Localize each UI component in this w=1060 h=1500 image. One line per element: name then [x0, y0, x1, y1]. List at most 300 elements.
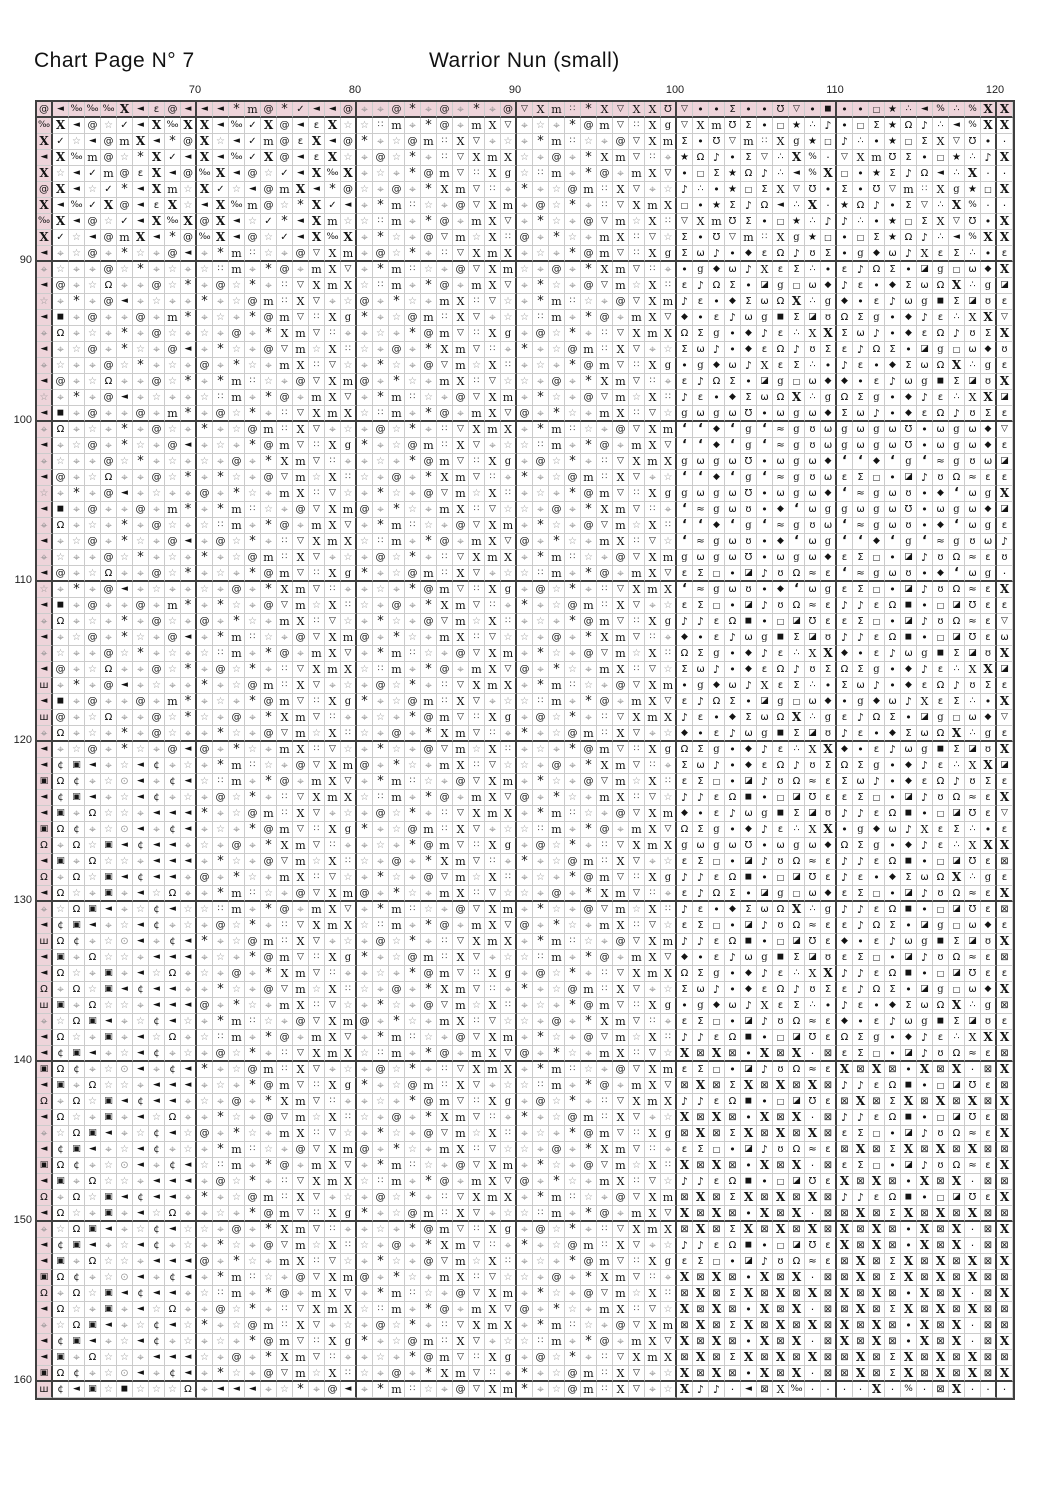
stitch-cell: m	[597, 870, 613, 886]
stitch-cell: □	[821, 230, 837, 246]
stitch-cell: m	[389, 118, 405, 134]
stitch-cell: ⌖	[293, 902, 309, 918]
stitch-cell: ▽	[997, 614, 1013, 630]
stitch-cell: ∷	[629, 406, 645, 422]
stitch-cell: m	[549, 566, 565, 582]
stitch-cell: ⌖	[293, 774, 309, 790]
stitch-cell: ∷	[629, 1174, 645, 1190]
stitch-cell: Ʊ	[741, 406, 757, 422]
stitch-cell: ∷	[309, 998, 325, 1014]
stitch-cell: Χ	[645, 1078, 661, 1094]
stitch-cell: ⊠	[821, 1270, 837, 1286]
stitch-cell: X	[997, 1366, 1013, 1382]
stitch-cell: @	[261, 1366, 277, 1382]
stitch-cell: ♪	[757, 1062, 773, 1078]
stitch-cell: Ω	[949, 950, 965, 966]
stitch-cell: X	[757, 1206, 773, 1222]
stitch-cell: X	[677, 1206, 693, 1222]
stitch-cell: Χ	[613, 1110, 629, 1126]
stitch-cell: ▣	[53, 1174, 69, 1190]
stitch-cell: ☆	[629, 278, 645, 294]
stitch-cell: ☆	[181, 182, 197, 198]
stitch-cell: ◪	[741, 1014, 757, 1030]
stitch-cell: ∷	[597, 598, 613, 614]
stitch-cell: •	[741, 1206, 757, 1222]
stitch-cell: •	[757, 1238, 773, 1254]
stitch-cell: Χ	[645, 1286, 661, 1302]
stitch-cell: ◪	[741, 1142, 757, 1158]
stitch-cell: ∷	[597, 966, 613, 982]
stitch-cell: m	[709, 118, 725, 134]
stitch-cell: ⌖	[165, 1334, 181, 1350]
stitch-cell: *	[245, 950, 261, 966]
stitch-cell: ◪	[789, 870, 805, 886]
stitch-cell: Χ	[485, 518, 501, 534]
stitch-cell: ⌖	[421, 422, 437, 438]
stitch-cell: Χ	[613, 982, 629, 998]
stitch-cell: ∷	[533, 950, 549, 966]
stitch-cell: ·	[805, 1206, 821, 1222]
stitch-cell: ★	[869, 166, 885, 182]
stitch-cell: Χ	[325, 1206, 341, 1222]
stitch-cell: ⊠	[853, 1222, 869, 1238]
stitch-cell: ⌖	[373, 374, 389, 390]
stitch-cell: X	[949, 870, 965, 886]
stitch-cell: Ω	[53, 614, 69, 630]
stitch-cell: @	[357, 758, 373, 774]
stitch-cell: @	[613, 678, 629, 694]
stitch-cell: *	[421, 534, 437, 550]
stitch-cell: m	[645, 966, 661, 982]
stitch-cell: ☆	[309, 598, 325, 614]
stitch-cell: g	[933, 710, 949, 726]
stitch-cell: ☆	[389, 950, 405, 966]
stitch-cell: Σ	[677, 134, 693, 150]
stitch-cell: ε	[869, 1190, 885, 1206]
stitch-cell: ω	[741, 310, 757, 326]
stitch-cell: □	[933, 966, 949, 982]
stitch-cell: ∴	[965, 358, 981, 374]
stitch-cell: X	[789, 710, 805, 726]
stitch-cell: □	[981, 182, 997, 198]
stitch-cell: ⊠	[981, 1222, 997, 1238]
stitch-cell: ◆	[837, 934, 853, 950]
stitch-cell: ☆	[69, 742, 85, 758]
stitch-cell: Χ	[309, 534, 325, 550]
stitch-cell: ⊠	[677, 1078, 693, 1094]
stitch-cell: ε	[821, 1062, 837, 1078]
stitch-cell: ω	[741, 630, 757, 646]
stitch-cell: ☆	[501, 1206, 517, 1222]
stitch-cell: ▽	[501, 118, 517, 134]
stitch-cell: ◄	[37, 1254, 53, 1270]
stitch-cell: ⌖	[53, 438, 69, 454]
stitch-cell: ◆	[901, 678, 917, 694]
stitch-cell: Χ	[437, 182, 453, 198]
stitch-cell: ◆	[821, 694, 837, 710]
stitch-cell: ⌖	[69, 950, 85, 966]
stitch-cell: ⌖	[53, 1190, 69, 1206]
stitch-cell: Χ	[485, 486, 501, 502]
stitch-cell: ☆	[501, 566, 517, 582]
stitch-cell: ⊠	[949, 1302, 965, 1318]
stitch-cell: ☆	[133, 630, 149, 646]
stitch-cell: Χ	[469, 1190, 485, 1206]
stitch-cell: Χ	[597, 1270, 613, 1286]
stitch-cell: •	[725, 326, 741, 342]
stitch-cell: ¢	[69, 1366, 85, 1382]
stitch-cell: @	[277, 390, 293, 406]
stitch-cell: ¢	[149, 1334, 165, 1350]
stitch-cell: m	[293, 838, 309, 854]
stitch-cell: ⌖	[245, 390, 261, 406]
stitch-cell: ⌖	[565, 150, 581, 166]
stitch-cell: ⌖	[181, 262, 197, 278]
stitch-cell: ⌖	[453, 1174, 469, 1190]
stitch-cell: X	[853, 1094, 869, 1110]
stitch-cell: ⌖	[165, 678, 181, 694]
stitch-cell: Χ	[293, 1318, 309, 1334]
stitch-cell: ▽	[629, 886, 645, 902]
stitch-cell: ◼	[821, 102, 837, 118]
stitch-cell: ⊠	[837, 1254, 853, 1270]
stitch-cell: □	[949, 342, 965, 358]
stitch-cell: ≈	[773, 438, 789, 454]
stitch-cell: ⌖	[69, 454, 85, 470]
stitch-cell: *	[357, 822, 373, 838]
stitch-cell: ∷	[469, 326, 485, 342]
stitch-cell: ◼	[741, 934, 757, 950]
stitch-cell: Χ	[917, 694, 933, 710]
stitch-cell: ◄	[149, 1078, 165, 1094]
stitch-cell: m	[325, 278, 341, 294]
stitch-cell: •	[677, 166, 693, 182]
stitch-cell: ε	[709, 1030, 725, 1046]
stitch-cell: •	[725, 1014, 741, 1030]
stitch-cell: X	[965, 1254, 981, 1270]
stitch-cell: ⌖	[661, 1014, 677, 1030]
stitch-cell: @	[101, 582, 117, 598]
stitch-cell: ◪	[965, 742, 981, 758]
stitch-cell: ◆	[901, 838, 917, 854]
stitch-cell: ω	[965, 518, 981, 534]
stitch-cell: ε	[853, 278, 869, 294]
stitch-cell: X	[949, 1334, 965, 1350]
stitch-cell: ☆	[469, 230, 485, 246]
stitch-cell: ⌖	[85, 1030, 101, 1046]
stitch-cell: Χ	[309, 662, 325, 678]
stitch-cell: ▽	[453, 550, 469, 566]
stitch-cell: ⊠	[789, 1318, 805, 1334]
stitch-cell: @	[149, 422, 165, 438]
stitch-cell: ⌖	[293, 646, 309, 662]
stitch-cell: *	[405, 1094, 421, 1110]
stitch-cell: Χ	[437, 342, 453, 358]
stitch-cell: ▽	[309, 502, 325, 518]
stitch-cell: *	[581, 150, 597, 166]
stitch-cell: Σ	[677, 230, 693, 246]
stitch-cell: ▽	[453, 1062, 469, 1078]
stitch-cell: ✓	[261, 214, 277, 230]
stitch-cell: ⌖	[405, 662, 421, 678]
stitch-cell: g	[773, 694, 789, 710]
stitch-cell: ⊠	[933, 1286, 949, 1302]
stitch-cell: Χ	[453, 294, 469, 310]
stitch-cell: ▽	[325, 358, 341, 374]
stitch-cell: •	[725, 342, 741, 358]
stitch-cell: @	[229, 1094, 245, 1110]
stitch-cell: ☆	[357, 214, 373, 230]
stitch-cell: ‘	[837, 486, 853, 502]
stitch-cell: g	[869, 566, 885, 582]
stitch-cell: Σ	[853, 390, 869, 406]
stitch-cell: ⌖	[373, 438, 389, 454]
stitch-cell: m	[437, 1014, 453, 1030]
stitch-cell: X	[677, 1046, 693, 1062]
stitch-cell: ε	[997, 246, 1013, 262]
stitch-cell: ω	[805, 838, 821, 854]
stitch-cell: ⊠	[997, 902, 1013, 918]
stitch-cell: ⊙	[117, 1062, 133, 1078]
stitch-cell: m	[629, 566, 645, 582]
stitch-cell: @	[101, 646, 117, 662]
stitch-cell: ∷	[437, 934, 453, 950]
stitch-cell: m	[325, 918, 341, 934]
stitch-cell: ¢	[53, 758, 69, 774]
stitch-cell: ω	[917, 998, 933, 1014]
stitch-cell: ☆	[565, 1046, 581, 1062]
stitch-cell: *	[213, 854, 229, 870]
stitch-cell: Σ	[741, 710, 757, 726]
stitch-cell: ▽	[485, 630, 501, 646]
stitch-cell: ☆	[549, 182, 565, 198]
stitch-cell: ⌖	[69, 998, 85, 1014]
stitch-cell: ◪	[805, 310, 821, 326]
stitch-cell: ◆	[869, 694, 885, 710]
stitch-cell: *	[277, 102, 293, 118]
stitch-cell: *	[517, 598, 533, 614]
stitch-cell: ⌖	[565, 774, 581, 790]
stitch-cell: ∷	[277, 934, 293, 950]
stitch-cell: ⌖	[133, 1078, 149, 1094]
stitch-cell: m	[645, 454, 661, 470]
stitch-cell: ⌖	[581, 534, 597, 550]
stitch-cell: ▽	[661, 166, 677, 182]
stitch-cell: ⊠	[677, 1350, 693, 1366]
stitch-cell: ⌖	[437, 198, 453, 214]
stitch-cell: m	[485, 806, 501, 822]
stitch-cell: ⌖	[533, 374, 549, 390]
stitch-cell: @	[389, 854, 405, 870]
stitch-cell: ε	[149, 198, 165, 214]
stitch-cell: ∷	[309, 1254, 325, 1270]
stitch-cell: Χ	[437, 1366, 453, 1382]
stitch-cell: @	[101, 486, 117, 502]
stitch-cell: Χ	[533, 102, 549, 118]
stitch-cell: ◄	[229, 230, 245, 246]
stitch-cell: @	[453, 262, 469, 278]
stitch-cell: •	[885, 950, 901, 966]
stitch-cell: ♪	[917, 550, 933, 566]
stitch-cell: Σ	[789, 678, 805, 694]
stitch-cell: m	[309, 646, 325, 662]
stitch-cell: ✓	[245, 134, 261, 150]
stitch-cell: ε	[997, 438, 1013, 454]
stitch-cell: @	[293, 1142, 309, 1158]
stitch-cell: m	[613, 630, 629, 646]
stitch-cell: *	[469, 102, 485, 118]
stitch-cell: ◼	[741, 1174, 757, 1190]
stitch-cell: X	[773, 1126, 789, 1142]
stitch-cell: ◆	[709, 678, 725, 694]
stitch-cell: ⊠	[997, 1350, 1013, 1366]
stitch-cell: *	[181, 502, 197, 518]
stitch-cell: ω	[901, 646, 917, 662]
stitch-cell: ◄	[133, 1366, 149, 1382]
stitch-cell: ◄	[181, 934, 197, 950]
stitch-cell: g	[869, 390, 885, 406]
stitch-cell: ☆	[373, 326, 389, 342]
stitch-cell: ▽	[341, 902, 357, 918]
stitch-cell: m	[645, 838, 661, 854]
stitch-cell: ◄	[37, 1238, 53, 1254]
stitch-cell: ⌖	[421, 806, 437, 822]
stitch-cell: m	[229, 758, 245, 774]
stitch-cell: ☆	[501, 438, 517, 454]
stitch-cell: X	[981, 838, 997, 854]
stitch-cell: ⊠	[821, 1158, 837, 1174]
stitch-cell: *	[565, 486, 581, 502]
stitch-cell: *	[117, 742, 133, 758]
stitch-cell: m	[277, 694, 293, 710]
stitch-cell: X	[869, 1238, 885, 1254]
stitch-cell: ▽	[629, 1366, 645, 1382]
stitch-cell: ⌖	[597, 1190, 613, 1206]
stitch-cell: ☆	[469, 870, 485, 886]
stitch-cell: Χ	[325, 694, 341, 710]
stitch-cell: ▽	[341, 1286, 357, 1302]
stitch-cell: ☆	[469, 614, 485, 630]
stitch-cell: ◄	[165, 950, 181, 966]
stitch-cell: ⌖	[37, 326, 53, 342]
stitch-cell: ⌖	[405, 854, 421, 870]
stitch-cell: Ω	[725, 614, 741, 630]
stitch-cell: ☆	[341, 806, 357, 822]
stitch-cell: ☆	[389, 1190, 405, 1206]
stitch-cell: ∷	[597, 342, 613, 358]
stitch-cell: @	[517, 918, 533, 934]
stitch-cell: %	[805, 166, 821, 182]
stitch-cell: ☆	[405, 1014, 421, 1030]
stitch-cell: X	[741, 1350, 757, 1366]
stitch-cell: ‰	[69, 150, 85, 166]
stitch-cell: ☆	[357, 662, 373, 678]
stitch-cell: ∷	[645, 1270, 661, 1286]
stitch-cell: ∷	[437, 1334, 453, 1350]
stitch-cell: ▽	[309, 1062, 325, 1078]
stitch-cell: ⌖	[197, 1270, 213, 1286]
stitch-cell: ☆	[629, 1158, 645, 1174]
stitch-cell: ⌖	[37, 646, 53, 662]
stitch-cell: ▽	[629, 182, 645, 198]
stitch-cell: ʊ	[805, 438, 821, 454]
stitch-cell: ◄	[37, 1334, 53, 1350]
stitch-cell: ∷	[437, 806, 453, 822]
stitch-cell: ◼	[53, 598, 69, 614]
stitch-cell: ⌖	[357, 1254, 373, 1270]
stitch-cell: ‘	[757, 438, 773, 454]
stitch-cell: •	[837, 694, 853, 710]
stitch-cell: Χ	[613, 1366, 629, 1382]
stitch-cell: g	[757, 950, 773, 966]
stitch-cell: ⊠	[981, 1318, 997, 1334]
stitch-cell: ☆	[85, 566, 101, 582]
stitch-cell: ⌖	[517, 198, 533, 214]
stitch-cell: *	[581, 694, 597, 710]
stitch-cell: ♪	[757, 646, 773, 662]
stitch-cell: *	[517, 470, 533, 486]
stitch-cell: ◄	[181, 742, 197, 758]
stitch-cell: ∷	[485, 1366, 501, 1382]
stitch-cell: ⌖	[245, 982, 261, 998]
stitch-cell: ▽	[325, 742, 341, 758]
stitch-cell: ω	[853, 438, 869, 454]
stitch-cell: g	[741, 470, 757, 486]
stitch-cell: *	[165, 230, 181, 246]
stitch-cell: ☆	[517, 1078, 533, 1094]
stitch-cell: ∷	[501, 614, 517, 630]
stitch-cell: Ʊ	[965, 854, 981, 870]
stitch-cell: Χ	[613, 918, 629, 934]
stitch-cell: ⌖	[37, 518, 53, 534]
stitch-cell: @	[549, 1142, 565, 1158]
stitch-cell: g	[837, 502, 853, 518]
stitch-cell: ¢	[133, 1094, 149, 1110]
stitch-cell: *	[565, 870, 581, 886]
stitch-cell: X	[757, 1046, 773, 1062]
stitch-cell: Ω	[69, 1286, 85, 1302]
stitch-cell: ε	[981, 950, 997, 966]
stitch-cell: ◄	[37, 694, 53, 710]
stitch-cell: ☆	[165, 470, 181, 486]
stitch-cell: X	[213, 166, 229, 182]
stitch-cell: m	[453, 1366, 469, 1382]
stitch-cell: ω	[773, 406, 789, 422]
stitch-cell: Σ	[885, 1254, 901, 1270]
stitch-cell: ⌖	[645, 342, 661, 358]
stitch-cell: ⌖	[213, 1094, 229, 1110]
stitch-cell: ♪	[677, 1238, 693, 1254]
stitch-cell: ◆	[709, 262, 725, 278]
stitch-cell: @	[357, 886, 373, 902]
stitch-cell: ▽	[469, 1206, 485, 1222]
stitch-cell: Ω	[885, 902, 901, 918]
stitch-cell: g	[853, 694, 869, 710]
stitch-cell: Ω	[789, 774, 805, 790]
stitch-cell: Χ	[805, 822, 821, 838]
stitch-cell: ‰	[165, 214, 181, 230]
stitch-cell: @	[533, 1350, 549, 1366]
stitch-cell: Χ	[309, 406, 325, 422]
stitch-cell: Χ	[485, 1126, 501, 1142]
stitch-cell: ∷	[437, 134, 453, 150]
stitch-cell: Χ	[645, 134, 661, 150]
stitch-cell: ω	[805, 502, 821, 518]
stitch-cell: *	[565, 246, 581, 262]
stitch-cell: ⌖	[373, 182, 389, 198]
stitch-cell: ◆	[821, 486, 837, 502]
stitch-cell: ∷	[341, 598, 357, 614]
